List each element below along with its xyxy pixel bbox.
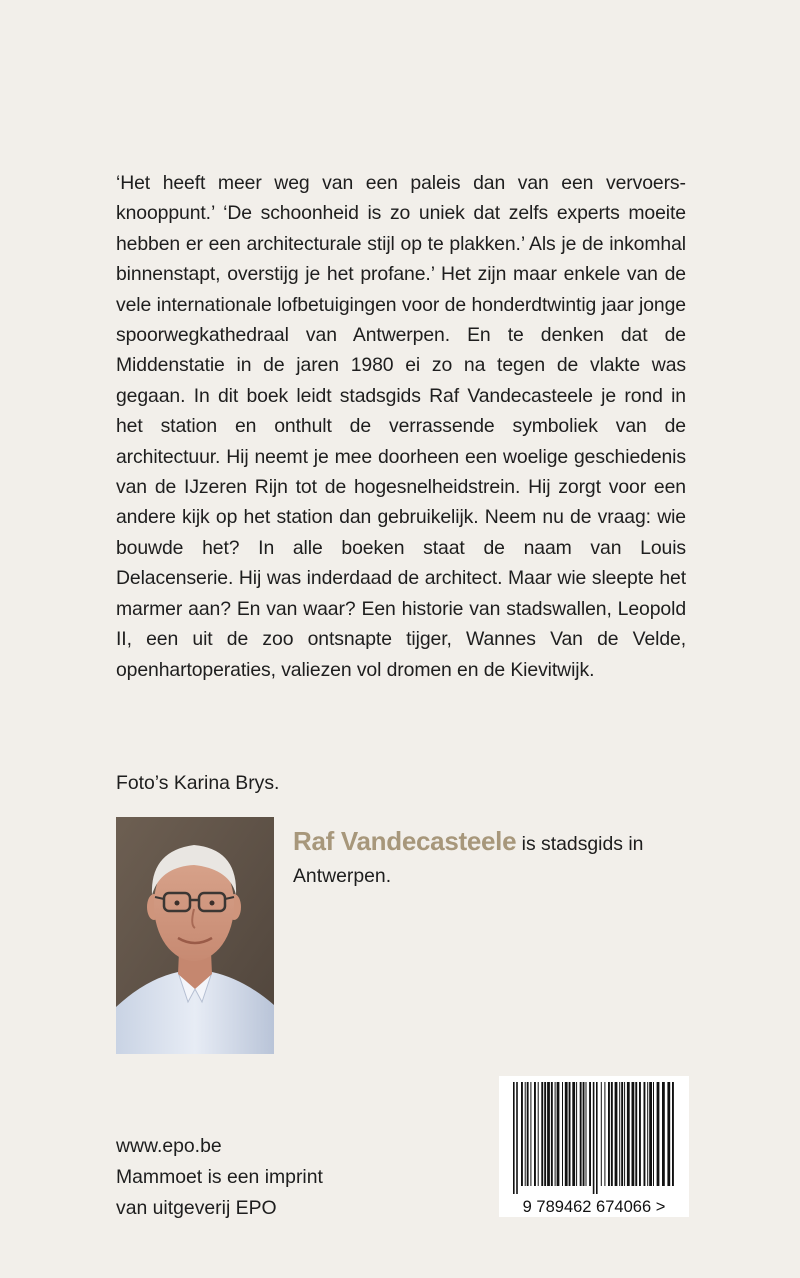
barcode-bar xyxy=(672,1082,674,1186)
author-name: Raf Vandecasteele xyxy=(293,826,517,856)
barcode-bar xyxy=(586,1082,587,1186)
barcode-bar xyxy=(632,1082,635,1186)
publisher-website: www.epo.be xyxy=(116,1135,222,1157)
barcode-bar xyxy=(557,1082,560,1186)
publisher-info xyxy=(116,1131,323,1224)
barcode-bar xyxy=(525,1082,526,1186)
barcode-guard-bar xyxy=(513,1082,515,1194)
barcode-bar xyxy=(653,1082,654,1186)
barcode-bar xyxy=(619,1082,620,1186)
barcode-bar xyxy=(565,1082,568,1186)
barcode-bar xyxy=(662,1082,665,1186)
barcode-bar xyxy=(555,1082,556,1186)
barcode-bar xyxy=(635,1082,637,1186)
barcode-bar xyxy=(541,1082,543,1186)
back-cover-blurb: ‘Het heeft meer weg van een paleis dan van een vervoersknooppunt.’ ‘De schoonheid is zo uniek dat zelfs experts moeite hebben er een architecturale stijl op te plakken.’ Als je de inkomhal binnenstapt, overstijg je het profane.’ Het zijn maar enkele van de vele internationale lofbetuigingen voor de honderdtwintig jaar jonge spoorwegkathedraal van Antwerpen. En te denken dat de Middenstatie in de jaren 1980 ei zo na tegen de vlakte was gegaan. In dit boek leidt stadsgids Raf Vandecasteele je rond in het station en onthult de verrassende symboliek van de architectuur. Hij neemt je mee doorheen een woelige geschiedenis van de IJzeren Rijn tot de hogesnelheidstrein. Hij zorgt voor een andere kijk op het station dan gebruikelijk. Neem nu de vraag: wie bouwde het? In alle boeken staat de naam van Louis Delacenserie. Hij was inderdaad de architect. Maar wie sleepte het marmer aan? En van waar? Een historie van stadswallen, Leopold II, een uit de zoo ontsnapte tijger, Wannes Van de Velde, openhartoperaties, valiezen vol dromen en de Kievitwijk. xyxy=(116,172,686,681)
barcode-bar xyxy=(521,1082,523,1186)
barcode-bar xyxy=(547,1082,550,1186)
barcode-bar xyxy=(608,1082,610,1186)
barcode-bar xyxy=(657,1082,660,1186)
publisher-line-1: Mammoet is een imprint xyxy=(116,1166,323,1188)
barcode-bar xyxy=(604,1082,605,1186)
barcode-bar xyxy=(615,1082,618,1186)
author-bio-text: is stadsgids in Antwerpen. xyxy=(293,833,644,887)
barcode-bar xyxy=(644,1082,646,1186)
barcode-bar xyxy=(580,1082,582,1186)
barcode-bar xyxy=(530,1082,531,1186)
barcode-bar xyxy=(624,1082,625,1186)
barcode-guard-bar xyxy=(593,1082,595,1194)
barcode-bar xyxy=(611,1082,613,1186)
publisher-line-2: van uitgeverij EPO xyxy=(116,1197,277,1219)
barcode-bar xyxy=(551,1082,553,1186)
barcode-bar xyxy=(583,1082,585,1186)
barcode-digits: 9 789462 674066 > xyxy=(522,1198,666,1216)
barcode-bar xyxy=(527,1082,529,1186)
barcode-bar xyxy=(576,1082,577,1186)
barcode-bar xyxy=(639,1082,641,1186)
barcode-bars xyxy=(513,1082,674,1194)
barcode-bar xyxy=(667,1082,670,1186)
author-photo xyxy=(116,817,274,1054)
photo-credit: Foto’s Karina Brys. xyxy=(116,772,280,794)
barcode-graphic xyxy=(499,1076,689,1217)
barcode-bar xyxy=(647,1082,648,1186)
barcode-bar xyxy=(569,1082,571,1186)
barcode-bar xyxy=(538,1082,539,1186)
barcode-guard-bar xyxy=(596,1082,598,1194)
barcode-bar xyxy=(601,1082,602,1186)
barcode-bar xyxy=(544,1082,546,1186)
barcode-bar xyxy=(562,1082,563,1186)
author-bio xyxy=(293,825,693,892)
barcode-bar xyxy=(621,1082,623,1186)
barcode-guard-bar xyxy=(516,1082,518,1194)
barcode-bar xyxy=(649,1082,652,1186)
isbn-barcode xyxy=(499,1076,689,1217)
barcode-bar xyxy=(627,1082,630,1186)
barcode-bar xyxy=(572,1082,575,1186)
barcode-bar xyxy=(589,1082,591,1186)
barcode-bar xyxy=(534,1082,536,1186)
